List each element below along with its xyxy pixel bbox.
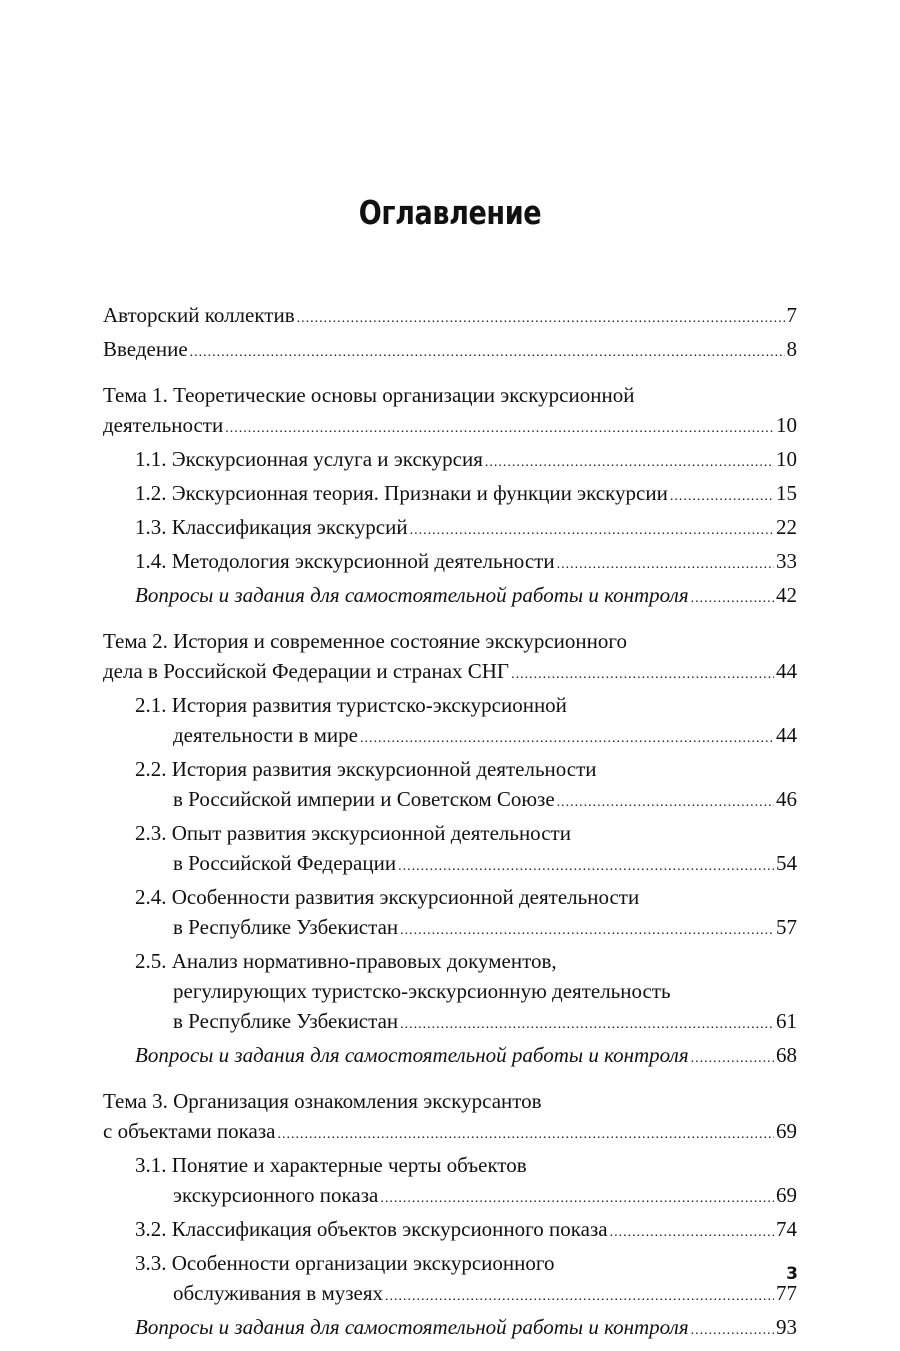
dot-leader bbox=[485, 448, 774, 478]
toc-page-number: 93 bbox=[776, 1315, 797, 1339]
toc-section-1-1[interactable] bbox=[103, 444, 797, 478]
toc-entry-label: в Российской Федерации bbox=[173, 851, 397, 875]
toc-entry-label: деятельности bbox=[103, 413, 224, 437]
dot-leader bbox=[691, 1316, 774, 1346]
toc-entry-label: Авторский коллектив bbox=[103, 303, 295, 327]
toc-page-number: 10 bbox=[776, 413, 797, 437]
toc-entry-label: в Российской империи и Советском Союзе bbox=[173, 787, 555, 811]
dot-leader bbox=[511, 660, 774, 690]
toc-section-2-4[interactable] bbox=[103, 882, 797, 946]
toc-entry-label: 1.2. Экскурсионная теория. Признаки и функции экскурсии bbox=[135, 481, 668, 505]
toc-entry-label: 2.5. Анализ нормативно-правовых документов, bbox=[135, 949, 557, 973]
toc-entry-label: деятельности в мире bbox=[173, 723, 358, 747]
toc-questions-3[interactable] bbox=[103, 1312, 797, 1346]
toc-section-2-1[interactable] bbox=[103, 690, 797, 754]
dot-leader bbox=[557, 550, 774, 580]
toc-topic-2[interactable] bbox=[103, 626, 797, 690]
toc-page-number: 22 bbox=[776, 515, 797, 539]
toc-page-number: 15 bbox=[776, 481, 797, 505]
toc-section-1-4[interactable] bbox=[103, 546, 797, 580]
dot-leader bbox=[691, 584, 774, 614]
page-title: Оглавление bbox=[358, 193, 542, 232]
toc-page-number: 44 bbox=[776, 723, 797, 747]
dot-leader bbox=[380, 1184, 774, 1214]
toc-section-3-3[interactable] bbox=[103, 1248, 797, 1312]
toc-entry-label: Вопросы и задания для самостоятельной работы и контроля bbox=[135, 1043, 689, 1067]
toc-section-3-2[interactable] bbox=[103, 1214, 797, 1248]
toc-entry-label: 1.1. Экскурсионная услуга и экскурсия bbox=[135, 447, 483, 471]
dot-leader bbox=[360, 724, 774, 754]
toc-entry-label: с объектами показа bbox=[103, 1119, 276, 1143]
dot-leader bbox=[398, 852, 774, 882]
toc-page-number: 10 bbox=[776, 447, 797, 471]
toc-section-3-1[interactable] bbox=[103, 1150, 797, 1214]
toc-section-2-5[interactable] bbox=[103, 946, 797, 1040]
toc-entry-intro[interactable] bbox=[103, 334, 797, 368]
dot-leader bbox=[610, 1218, 774, 1248]
toc-entry-label: обслуживания в музеях bbox=[173, 1281, 384, 1305]
toc-entry-label: 2.1. История развития туристско-экскурсионной bbox=[135, 693, 567, 717]
toc-page-number: 69 bbox=[776, 1183, 797, 1207]
toc-entry-label: Тема 3. Организация ознакомления экскурсантов bbox=[103, 1089, 542, 1113]
dot-leader bbox=[277, 1120, 774, 1150]
toc-page-number: 7 bbox=[786, 303, 797, 327]
table-of-contents bbox=[103, 300, 797, 1346]
toc-section-1-2[interactable] bbox=[103, 478, 797, 512]
dot-leader bbox=[691, 1044, 774, 1074]
toc-page-number: 46 bbox=[776, 787, 797, 811]
toc-section-2-2[interactable] bbox=[103, 754, 797, 818]
toc-topic-1[interactable] bbox=[103, 380, 797, 444]
dot-leader bbox=[670, 482, 774, 512]
toc-questions-1[interactable] bbox=[103, 580, 797, 614]
toc-entry-label: 2.2. История развития экскурсионной деятельности bbox=[135, 757, 597, 781]
toc-topic-3[interactable] bbox=[103, 1086, 797, 1150]
toc-page-number: 69 bbox=[776, 1119, 797, 1143]
toc-page-number: 77 bbox=[776, 1281, 797, 1305]
toc-page-number: 44 bbox=[776, 659, 797, 683]
toc-page-number: 33 bbox=[776, 549, 797, 573]
toc-entry-label: Вопросы и задания для самостоятельной работы и контроля bbox=[135, 583, 689, 607]
toc-page-number: 8 bbox=[786, 337, 797, 361]
toc-entry-label: 2.3. Опыт развития экскурсионной деятельности bbox=[135, 821, 571, 845]
dot-leader bbox=[225, 414, 774, 444]
toc-page-number: 61 bbox=[776, 1009, 797, 1033]
toc-page-number: 42 bbox=[776, 583, 797, 607]
toc-entry-label: 1.4. Методология экскурсионной деятельности bbox=[135, 549, 555, 573]
dot-leader bbox=[400, 1010, 774, 1040]
toc-entry-label: 2.4. Особенности развития экскурсионной деятельности bbox=[135, 885, 640, 909]
toc-entry-authors[interactable] bbox=[103, 300, 797, 334]
dot-leader bbox=[190, 338, 785, 368]
toc-questions-2[interactable] bbox=[103, 1040, 797, 1074]
toc-section-2-3[interactable] bbox=[103, 818, 797, 882]
toc-page-number: 57 bbox=[776, 915, 797, 939]
dot-leader bbox=[400, 916, 774, 946]
dot-leader bbox=[385, 1282, 774, 1312]
toc-entry-label: Вопросы и задания для самостоятельной работы и контроля bbox=[135, 1315, 689, 1339]
toc-page-number: 68 bbox=[776, 1043, 797, 1067]
toc-page-number: 74 bbox=[776, 1217, 797, 1241]
dot-leader bbox=[297, 304, 785, 334]
toc-entry-label: в Республике Узбекистан bbox=[173, 915, 399, 939]
toc-entry-label: Тема 1. Теоретические основы организации экскурсионной bbox=[103, 383, 635, 407]
toc-entry-label: регулирующих туристско-экскурсионную деятельность bbox=[173, 979, 671, 1003]
toc-entry-label: в Республике Узбекистан bbox=[173, 1009, 399, 1033]
dot-leader bbox=[410, 516, 774, 546]
toc-entry-label: Тема 2. История и современное состояние экскурсионного bbox=[103, 629, 627, 653]
toc-page-number: 54 bbox=[776, 851, 797, 875]
toc-section-1-3[interactable] bbox=[103, 512, 797, 546]
toc-entry-label: экскурсионного показа bbox=[173, 1183, 379, 1207]
toc-entry-label: 3.3. Особенности организации экскурсионного bbox=[135, 1251, 555, 1275]
dot-leader bbox=[557, 788, 774, 818]
toc-entry-label: 3.2. Классификация объектов экскурсионного показа bbox=[135, 1217, 608, 1241]
toc-entry-label: 3.1. Понятие и характерные черты объектов bbox=[135, 1153, 527, 1177]
toc-entry-label: Введение bbox=[103, 337, 188, 361]
page-number: 3 bbox=[786, 1264, 798, 1284]
toc-entry-label: дела в Российской Федерации и странах СНГ bbox=[103, 659, 510, 683]
toc-entry-label: 1.3. Классификация экскурсий bbox=[135, 515, 408, 539]
